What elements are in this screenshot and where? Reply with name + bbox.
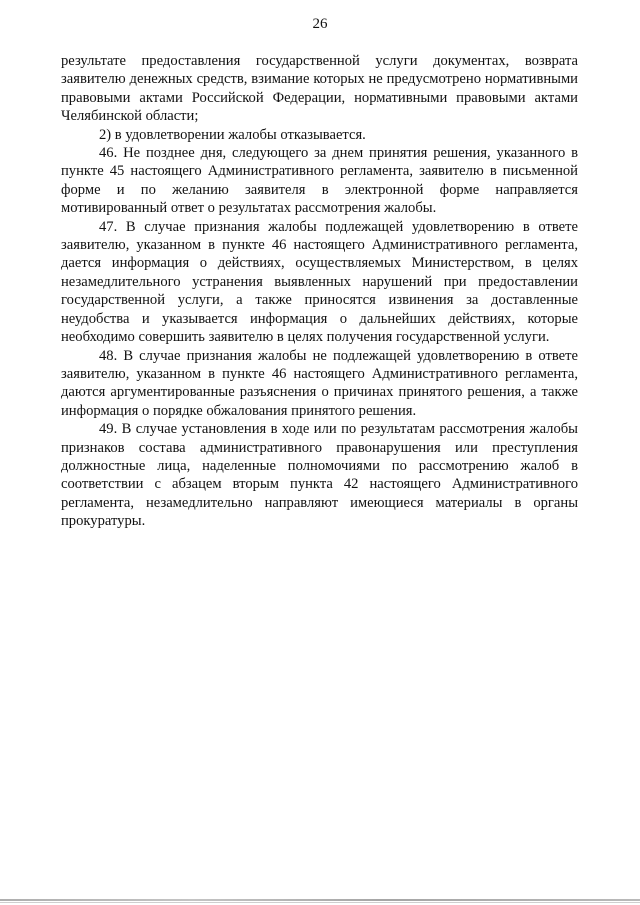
scan-edge-shadow	[0, 902, 640, 903]
scan-edge-line	[0, 899, 640, 901]
paragraph-continuation: результате предоставления государственной услуги документах, возврата заявителю денежных средств, взимание которых не предусмотрено нормативными правовыми актами Российской Федерации, нормативными правовыми актами Челябинской области;	[61, 53, 578, 125]
page-number: 26	[312, 16, 328, 32]
document-body	[61, 52, 578, 531]
paragraph-47: 47. В случае признания жалобы подлежащей удовлетворению в ответе заявителю, указанном в пункте 46 настоящего Административного регламента, дается информация о действиях, осуществляемых Министерством, в целях незамедлительного устранения выявленных нарушений при предоставлении государственной услуги, а также приносятся извинения за доставленные неудобства и указывается информация о дальнейших действиях, которые необходимо совершить заявителю в целях получения государственной услуги.	[61, 218, 578, 346]
paragraph-48: 48. В случае признания жалобы не подлежащей удовлетворению в ответе заявителю, указанном в пункте 46 настоящего Административного регламента, даются аргументированные разъяснения о причинах принятого решения, а также информация о порядке обжалования принятого решения.	[61, 347, 578, 419]
paragraph-item-2: 2) в удовлетворении жалобы отказывается.	[99, 126, 366, 143]
paragraph-46: 46. Не позднее дня, следующего за днем принятия решения, указанного в пункте 45 настоящего Административного регламента, заявителю в письменной форме и по желанию заявителя в электронной форме направляется мотивированный ответ о результатах рассмотрения жалобы.	[61, 145, 578, 217]
paragraph-49: 49. В случае установления в ходе или по результатам рассмотрения жалобы признаков состава административного правонарушения или преступления должностные лица, наделенные полномочиями по рассмотрению жалоб в соответствии с абзацем вторым пункта 42 настоящего Административного регламента, незамедлительно направляют имеющиеся материалы в органы прокуратуры.	[61, 421, 578, 530]
